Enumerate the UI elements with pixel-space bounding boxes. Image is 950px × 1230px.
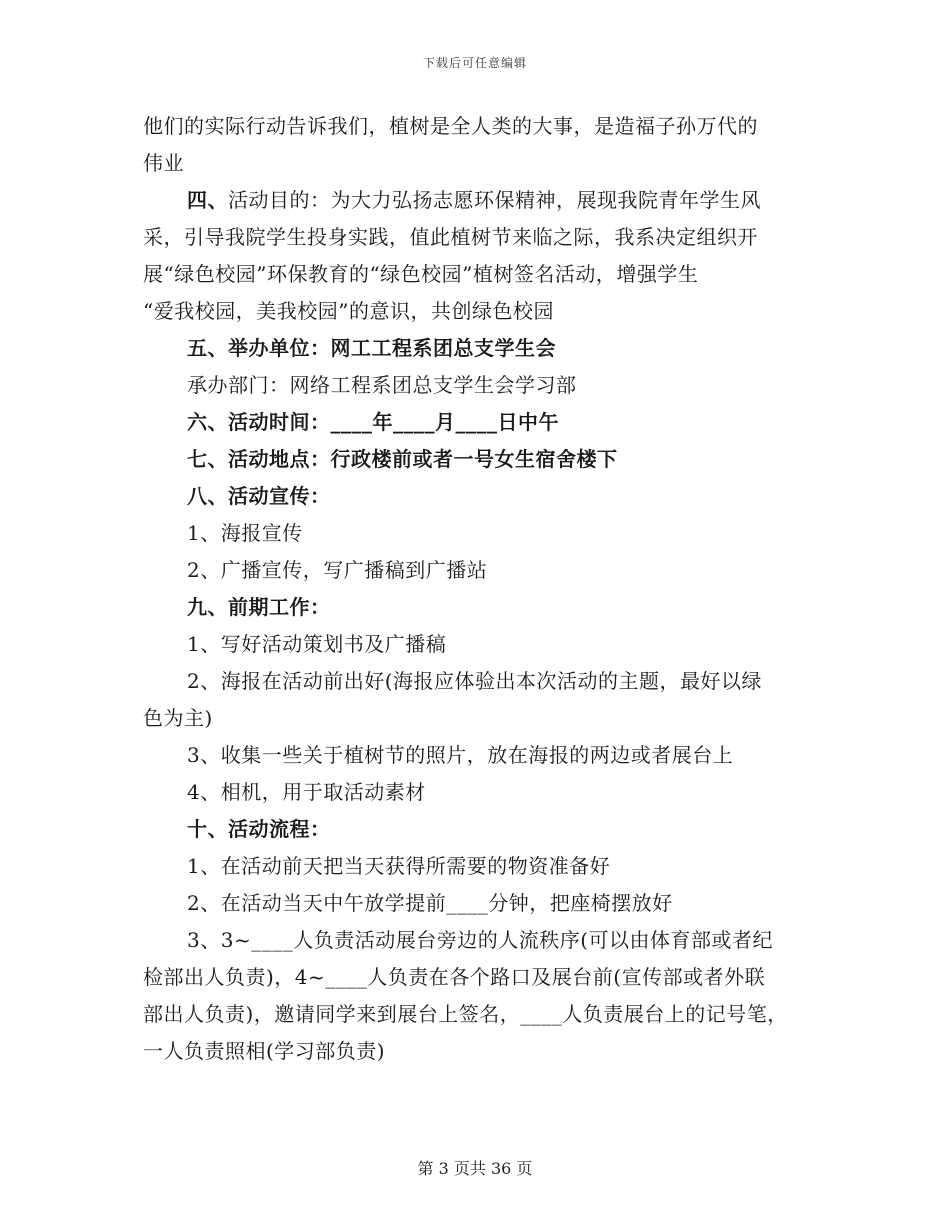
paragraph-line: “爱我校园，美我校园”的意识，共创绿色校园: [143, 299, 554, 323]
paragraph-line: 检部出人负责)，4~____人负责在各个路口及展台前(宣传部或者外联: [143, 965, 766, 989]
list-item: 2、在活动当天中午放学提前____分钟，把座椅摆放好: [187, 891, 673, 915]
section-8-heading: 八、活动宣传：: [187, 484, 331, 508]
section-4-line: [143, 182, 813, 219]
list-item: 2、广播宣传，写广播稿到广播站: [187, 558, 488, 582]
section-6-heading: 六、活动时间：____年____月____日中午: [187, 410, 559, 434]
paragraph-line: 一人负责照相(学习部负责): [143, 1039, 386, 1063]
paragraph-line: 伟业: [143, 151, 184, 175]
list-item: 3、3~____人负责活动展台旁边的人流秩序(可以由体育部或者纪: [187, 928, 774, 952]
list-item: 1、写好活动策划书及广播稿: [187, 632, 447, 656]
section-4-label: 四、: [187, 188, 228, 212]
paragraph-line: 采，引导我院学生投身实践，值此植树节来临之际，我系决定组织开: [143, 225, 758, 249]
list-item: 1、在活动前天把当天获得所需要的物资准备好: [187, 854, 611, 878]
header-note: 下载后可任意编辑: [422, 56, 527, 70]
paragraph-line: 他们的实际行动告诉我们，植树是全人类的大事，是造福子孙万代的: [143, 114, 758, 138]
section-4-text: 活动目的：为大力弘扬志愿环保精神，展现我院青年学生风: [228, 188, 761, 212]
list-item: 4、相机，用于取活动素材: [187, 780, 426, 804]
section-10-heading: 十、活动流程：: [187, 817, 331, 841]
section-5-subline: 承办部门：网络工程系团总支学生会学习部: [187, 373, 577, 397]
list-item: 3、收集一些关于植树节的照片，放在海报的两边或者展台上: [187, 743, 734, 767]
document-body: [143, 108, 813, 1070]
page-number: 第 3 页共 36 页: [417, 1159, 533, 1178]
list-item: 2、海报在活动前出好(海报应体验出本次活动的主题，最好以绿: [187, 669, 763, 693]
section-9-heading: 九、前期工作：: [187, 595, 331, 619]
paragraph-line: 色为主): [143, 706, 213, 730]
section-7-heading: 七、活动地点：行政楼前或者一号女生宿舍楼下: [187, 447, 618, 471]
paragraph-line: 部出人负责)，邀请同学来到展台上签名，____人负责展台上的记号笔，: [143, 1002, 788, 1026]
list-item: 1、海报宣传: [187, 521, 303, 545]
section-5-heading: 五、举办单位：网工工程系团总支学生会: [187, 336, 556, 360]
paragraph-line: 展“绿色校园”环保教育的“绿色校园”植树签名活动，增强学生: [143, 262, 699, 286]
